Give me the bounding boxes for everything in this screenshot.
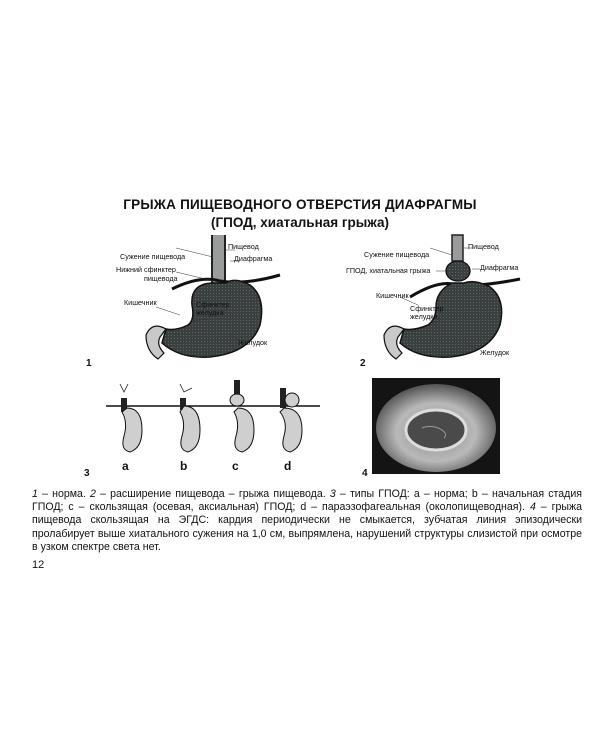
label-diaphragm: Диафрагма [480, 263, 519, 272]
letter-d: d [284, 459, 292, 473]
caption-num-4: 4 [529, 501, 536, 514]
label-lower-sphincter-2: пищевода [144, 274, 178, 283]
figure-number-2: 2 [360, 358, 366, 369]
figure-caption [32, 488, 582, 554]
letter-b: b [180, 459, 188, 473]
label-stomach-sphincter-2: желудка [196, 308, 224, 317]
figure-number-4: 4 [362, 468, 368, 479]
esophagus-tube [452, 235, 463, 261]
label-intestine: Кишечник [124, 298, 157, 307]
figure-4-endoscopy-photo [360, 378, 570, 478]
caption-text-4: – грыжа пищевода скользящая на ЭГДС: кардия периодически не смыкается, зубчатая линия эпизодически пролабирует выше хиатального сужения на 1,0 см, выпрямлена, нарушений структуры слизистой при осмотре в узком спектре света нет. [32, 501, 582, 553]
label-narrowing: Сужение пищевода [120, 252, 186, 261]
figure-2-hiatal-hernia [340, 235, 570, 375]
page-subtitle: (ГПОД, хиатальная грыжа) [210, 215, 390, 230]
esophageal-lumen [406, 410, 466, 450]
label-esophagus: Пищевод [228, 242, 259, 251]
label-stomach-sphincter-2: желудка [410, 312, 438, 321]
figure-number-1: 1 [86, 358, 92, 369]
label-narrowing: Сужение пищевода [364, 250, 430, 259]
page-title: ГРЫЖА ПИЩЕВОДНОГО ОТВЕРСТИЯ ДИАФРАГМЫ [123, 197, 477, 212]
label-stomach: Желудок [480, 348, 510, 357]
type-a-normal [120, 384, 142, 452]
hernia-sac [446, 261, 470, 281]
figure-3-hernia-types [80, 378, 330, 478]
label-intestine: Кишечник [376, 291, 409, 300]
caption-num-1: 1 [32, 488, 38, 500]
letter-c: c [232, 459, 239, 473]
figure-number-3: 3 [84, 468, 90, 479]
caption-num-2: 2 [90, 488, 96, 500]
page-number: 12 [32, 559, 45, 571]
label-stomach: Желудок [238, 338, 268, 347]
label-stomach-sphincter-1: Сфинктер [196, 300, 230, 309]
label-diaphragm: Диафрагма [234, 254, 273, 263]
caption-text-1: – норма. [37, 488, 91, 500]
label-lower-sphincter-1: Нижний сфинктер [116, 265, 176, 274]
figure-1-normal-stomach [80, 235, 300, 375]
caption-text-2: – расширение пищевода – грыжа пищевода. [95, 488, 330, 500]
type-d-paraesophageal [280, 388, 302, 452]
label-esophagus: Пищевод [468, 242, 499, 251]
letter-a: a [122, 459, 129, 473]
label-hiatal-hernia: ГПОД, хиатальная грыжа [346, 266, 431, 275]
caption-text-3: – типы ГПОД: a – норма; b – начальная стадия ГПОД; c – скользящая (осевая, аксиальная) ГПОД; d – параэзофагеальная (околопищеводная). [32, 488, 582, 514]
label-stomach-sphincter-1: Сфинктер [410, 304, 444, 313]
type-c-sliding [230, 380, 254, 452]
caption-num-3: 3 [329, 488, 336, 500]
type-b-initial [180, 384, 200, 452]
